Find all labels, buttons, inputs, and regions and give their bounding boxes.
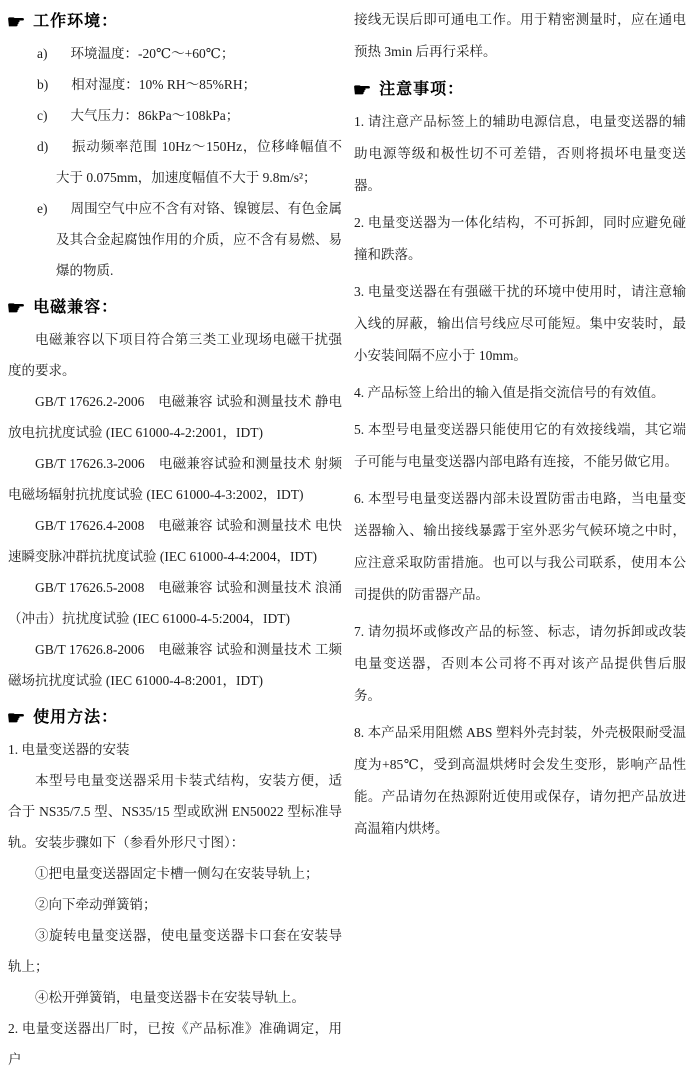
- work-env-item-c: [8, 100, 342, 131]
- usage-item-2-start: 2. 电量变送器出厂时，已按《产品标准》准确调定，用户: [8, 1021, 342, 1067]
- section-heading-notes: [354, 77, 686, 103]
- note-item-1: 1. 请注意产品标签上的辅助电源信息，电量变送器的辅助电源等级和极性切不可差错，否则将损坏电量变送器。: [354, 114, 686, 193]
- item-text: 相对湿度：10% RH～85%RH；: [71, 77, 257, 92]
- usage-item-1-heading: 1. 电量变送器的安装: [8, 742, 130, 757]
- emc-intro: 电磁兼容以下项目符合第三类工业现场电磁干扰强度的要求。: [8, 332, 342, 378]
- note-item-8: 8. 本产品采用阻燃 ABS 塑料外壳封装，外壳极限耐受温度为+85℃，受到高温烘烤时会发生变形，影响产品性能。产品请勿在热源附近使用或保存，请勿把产品放进高温箱内烘烤。: [354, 725, 686, 836]
- item-label: d): [37, 139, 49, 154]
- note-item-5: 5. 本型号电量变送器只能使用它的有效接线端，其它端子可能与电量变送器内部电路有连接，不能另做它用。: [354, 422, 686, 469]
- section-title: 工作环境：: [33, 13, 119, 30]
- item-text: 环境温度：-20℃～+60℃；: [70, 46, 235, 61]
- section-heading-work-environment: [8, 9, 342, 35]
- pointing-hand-icon: ☛: [6, 298, 26, 318]
- item-label: a): [37, 46, 48, 61]
- note-item-3: 3. 电量变送器在有强磁干扰的环境中使用时，请注意输入线的屏蔽，输出信号线应尽可能短。集中安装时，最小安装间隔不应小于 10mm。: [354, 284, 686, 363]
- pointing-hand-icon: ☛: [352, 80, 372, 100]
- note-item-4: 4. 产品标签上给出的输入值是指交流信号的有效值。: [354, 385, 665, 400]
- section-title: 电磁兼容：: [33, 299, 119, 316]
- work-env-item-e: [8, 193, 342, 286]
- emc-standard: GB/T 17626.4-2008 电磁兼容 试验和测量技术 电快速瞬变脉冲群抗扰度试验 (IEC 61000-4-4:2004，IDT): [8, 518, 342, 564]
- work-env-item-d: [8, 131, 342, 193]
- item-label: b): [37, 77, 49, 92]
- item-text: 振动频率范围 10Hz～150Hz，位移峰幅值不大于 0.075mm，加速度幅值不大于 9.8m/s²；: [56, 139, 342, 185]
- item-label: e): [37, 201, 48, 216]
- section-title: 注意事项：: [379, 81, 465, 98]
- install-step-1: ①把电量变送器固定卡槽一侧勾在安装导轨上；: [35, 866, 319, 881]
- install-step-2: ②向下牵动弹簧销；: [35, 897, 157, 912]
- section-title: 使用方法：: [33, 709, 119, 726]
- note-item-2: 2. 电量变送器为一体化结构，不可拆卸，同时应避免碰撞和跌落。: [354, 215, 686, 262]
- emc-standard: GB/T 17626.2-2006 电磁兼容 试验和测量技术 静电放电抗扰度试验 (IEC 61000-4-2:2001，IDT): [8, 394, 342, 440]
- note-item-7: 7. 请勿损坏或修改产品的标签、标志，请勿拆卸或改装电量变送器，否则本公司将不再对该产品提供售后服务。: [354, 624, 686, 703]
- note-item-6: 6. 本型号电量变送器内部未设置防雷击电路，当电量变送器输入、输出接线暴露于室外恶劣气候环境之中时，应注意采取防雷措施。也可以与我公司联系，使用本公司提供的防雷器产品。: [354, 491, 686, 602]
- emc-standard: GB/T 17626.5-2008 电磁兼容 试验和测量技术 浪涌（冲击）抗扰度试验 (IEC 61000-4-5:2004，IDT): [8, 580, 342, 626]
- item-text: 周围空气中应不含有对铬、镍镀层、有色金属及其合金起腐蚀作用的介质，应不含有易燃、易爆的物质.: [56, 201, 342, 278]
- emc-standard: GB/T 17626.8-2006 电磁兼容 试验和测量技术 工频磁场抗扰度试验 (IEC 61000-4-8:2001，IDT): [8, 642, 342, 688]
- item-label: c): [37, 108, 48, 123]
- pointing-hand-icon: ☛: [6, 708, 26, 728]
- work-env-item-a: [8, 38, 342, 69]
- install-step-3: ③旋转电量变送器，使电量变送器卡口套在安装导轨上；: [8, 928, 342, 974]
- usage-item-2-continued: 接线无误后即可通电工作。用于精密测量时，应在通电预热 3min 后再行采样。: [354, 12, 686, 59]
- usage-install-intro: 本型号电量变送器采用卡装式结构，安装方便，适合于 NS35/7.5 型、NS35/15 型或欧洲 EN50022 型标准导轨。安装步骤如下（参看外形尺寸图）：: [8, 773, 342, 850]
- pointing-hand-icon: ☛: [6, 12, 26, 32]
- install-step-4: ④松开弹簧销，电量变送器卡在安装导轨上。: [35, 990, 305, 1005]
- left-column: [8, 4, 342, 1075]
- section-heading-emc: [8, 295, 342, 321]
- right-column: [354, 4, 686, 1075]
- work-env-item-b: [8, 69, 342, 100]
- item-text: 大气压力：86kPa～108kPa；: [70, 108, 240, 123]
- section-heading-usage: [8, 705, 342, 731]
- emc-standard: GB/T 17626.3-2006 电磁兼容试验和测量技术 射频电磁场辐射抗扰度试验 (IEC 61000-4-3:2002，IDT): [8, 456, 342, 502]
